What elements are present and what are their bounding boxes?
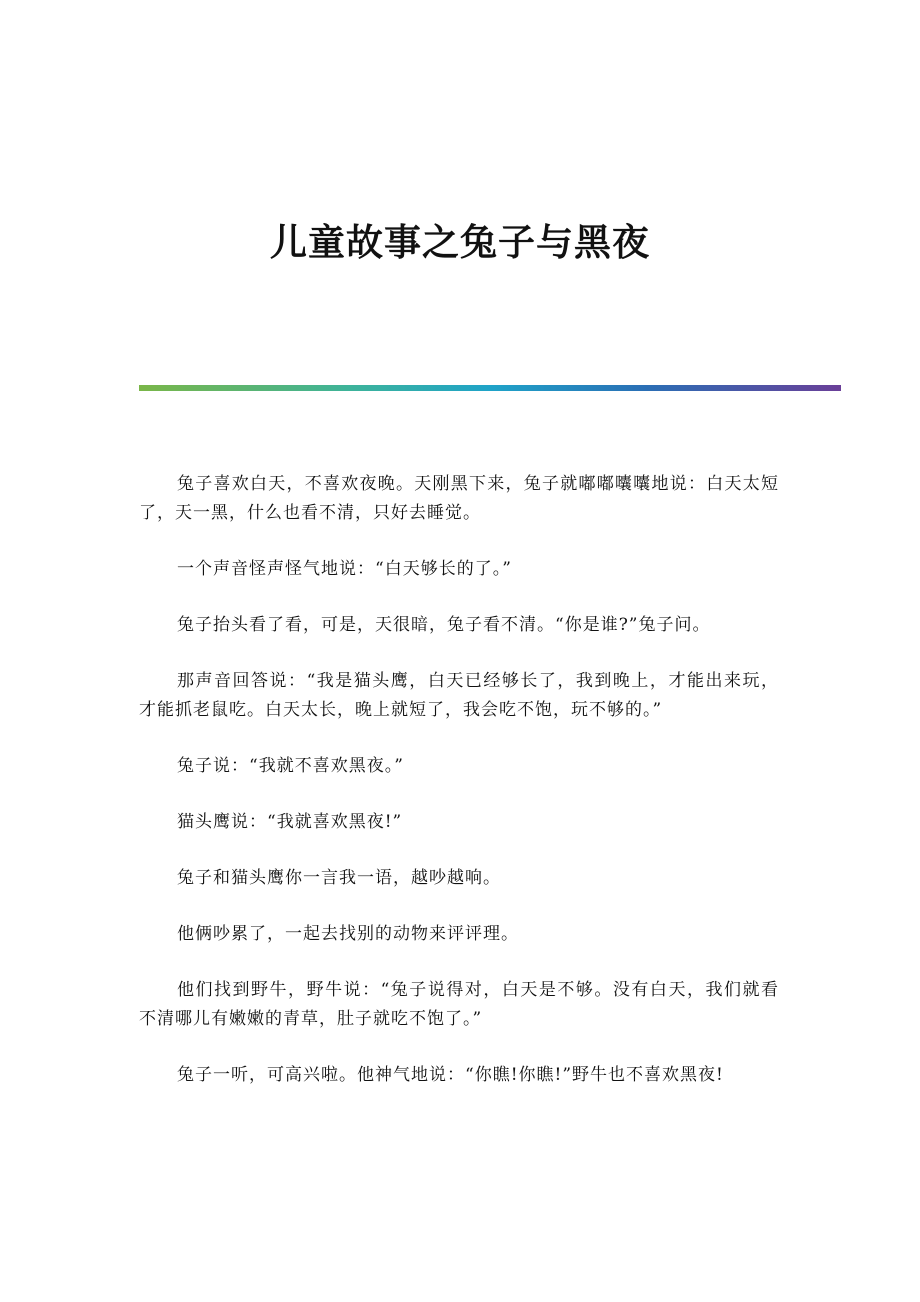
story-body [139,470,779,1117]
paragraph: 兔子和猫头鹰你一言我一语，越吵越响。 [177,868,501,888]
paragraph: 他们找到野牛，野牛说：“兔子说得对，白天是不够。没有白天，我们就看不清哪儿有嫩嫩的青草，肚子就吃不饱了。” [139,980,779,1029]
paragraph: 兔子喜欢白天，不喜欢夜晚。天刚黑下来，兔子就嘟嘟囔囔地说：白天太短了，天一黑，什么也看不清，只好去睡觉。 [139,474,779,523]
paragraph: 猫头鹰说：“我就喜欢黑夜!” [177,812,403,832]
paragraph: 一个声音怪声怪气地说：“白天够长的了。” [177,559,512,579]
page-title: 儿童故事之兔子与黑夜 [270,220,650,264]
paragraph: 兔子抬头看了看，可是，天很暗，兔子看不清。“你是谁?”兔子问。 [177,615,711,635]
paragraph: 那声音回答说：“我是猫头鹰，白天已经够长了，我到晚上，才能出来玩，才能抓老鼠吃。白天太长，晚上就短了，我会吃不饱，玩不够的。” [139,671,779,720]
paragraph: 兔子说：“我就不喜欢黑夜。” [177,756,404,776]
paragraph: 兔子一听，可高兴啦。他神气地说：“你瞧!你瞧!”野牛也不喜欢黑夜! [177,1065,724,1085]
paragraph: 他俩吵累了，一起去找别的动物来评评理。 [177,924,519,944]
title-divider [139,385,841,391]
